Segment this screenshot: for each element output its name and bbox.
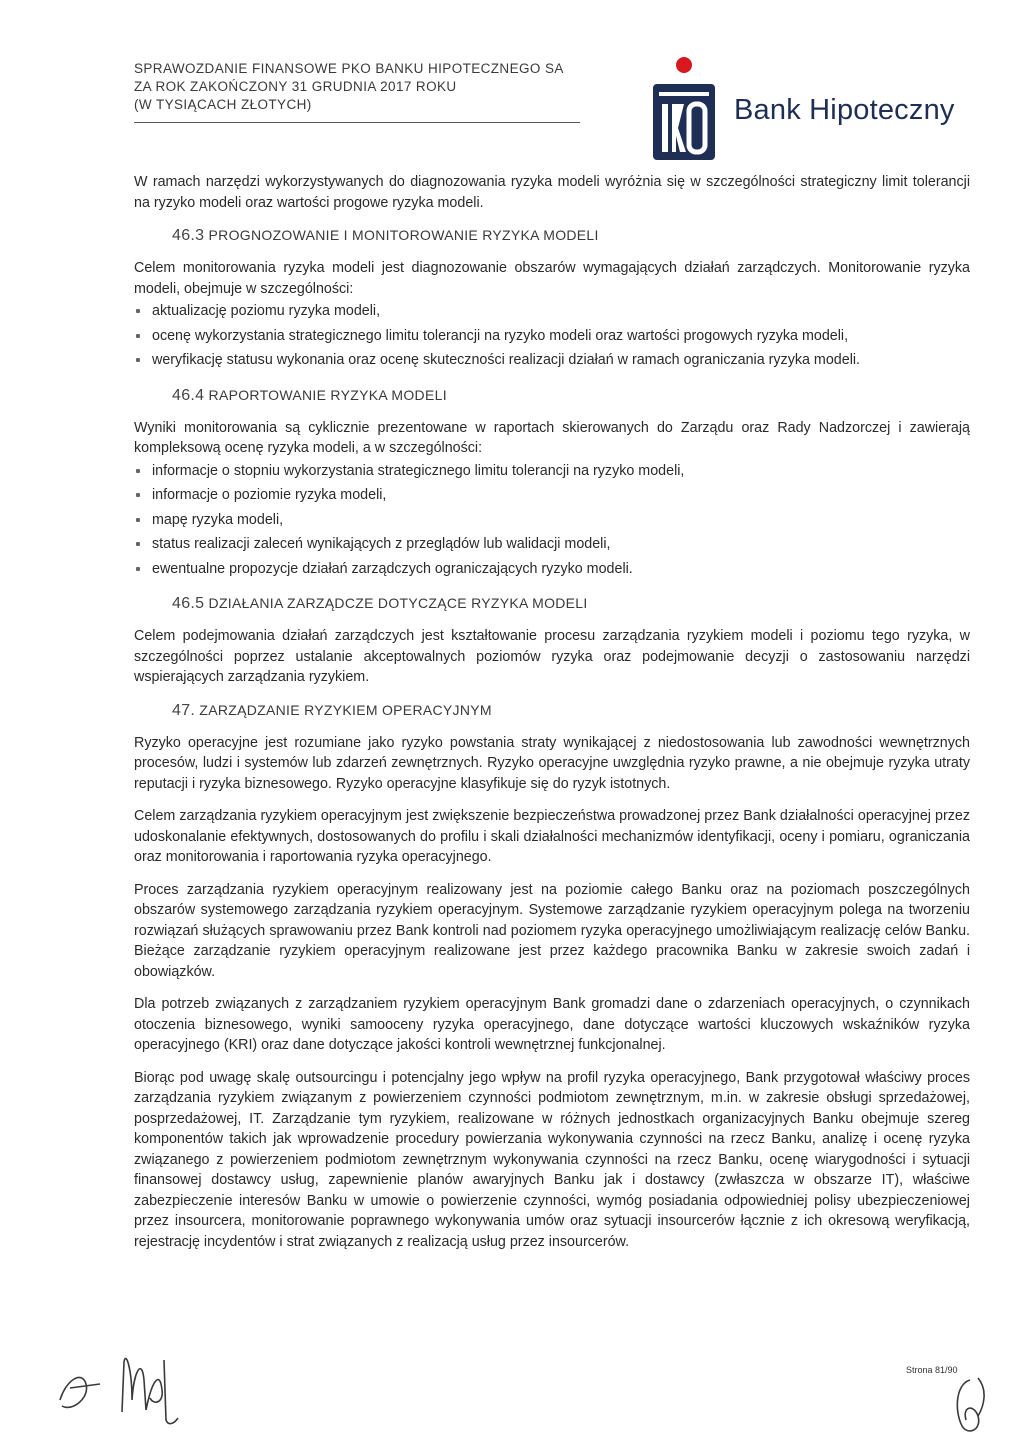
- section-title: RAPORTOWANIE RYZYKA MODELI: [208, 386, 447, 403]
- list-item: ewentualne propozycje działań zarządczych ograniczających ryzyko modeli.: [134, 557, 970, 582]
- list-item: mapę ryzyka modeli,: [134, 508, 970, 533]
- section-46-4-heading: [172, 385, 970, 406]
- paragraph: Celem monitorowania ryzyka modeli jest diagnozowanie obszarów wymagających działań zarządczych. Monitorowanie ryzyka modeli, obejmuje w szczególności:: [134, 260, 970, 297]
- section-title: DZIAŁANIA ZARZĄDCZE DOTYCZĄCE RYZYKA MODELI: [208, 595, 588, 611]
- handwritten-initials-right: [948, 1370, 998, 1440]
- paragraph: Proces zarządzania ryzykiem operacyjnym realizowany jest na poziomie całego Banku oraz na poziomach poszczególnych obszarów systemowego zarządzania ryzykiem operacyjnym. Systemowe zarządzanie ryzykiem operacyjnym polega na tworzeniu rozwiązań służących sprawowaniu przez Bank kontroli nad poziomem ryzyka operacyjnego umożliwiającym realizację celów Banku. Bieżące zarządzanie ryzykiem operacyjnym realizowane jest przez każdego pracownika Banku w zakresie swoich zadań i obowiązków.: [134, 881, 970, 980]
- bullet-list: [134, 459, 970, 582]
- list-item: weryfikację statusu wykonania oraz ocenę skuteczności realizacji działań w ramach ograniczania ryzyka modeli.: [134, 348, 970, 373]
- paragraph: Celem podejmowania działań zarządczych jest kształtowanie procesu zarządzania ryzykiem modeli i poziomu tego ryzyka, w szczególności poprzez ustalanie akceptowalnych poziomów ryzyka oraz podejmowanie decyzji o zastosowaniu narzędzi wspierających zarządzania ryzykiem.: [134, 628, 970, 685]
- paragraph: Wyniki monitorowania są cyklicznie prezentowane w raportach skierowanych do Zarządu oraz Rady Nadzorczej i zawierają kompleksową ocenę ryzyka modeli, a w szczególności:: [134, 419, 970, 456]
- paragraph: Biorąc pod uwagę skalę outsourcingu i potencjalny jego wpływ na profil ryzyka operacyjnego, Bank przygotował właściwy proces zarządzania ryzykiem związanym z powierzeniem czynności podmiotom zewnętrznym, m.in. w zakresie obsługi sprzedażowej, posprzedażowej, IT. Zarządzanie tym ryzykiem, realizowane w różnych jednostkach organizacyjnych Banku obejmuje szereg komponentów takich jak wprowadzenie procedury powierzania wykonywania czynności na rzecz Banku, analizę i ocenę ryzyka związanego z powierzeniem podmiotom zewnętrznym wykonywania czynności na rzecz Banku, ocenę wiarygodności i sytuacji finansowej dostawcy usług, zapewnienie planów awaryjnych Banku jak i dostawcy (zwłaszcza w obszarze IT), właściwe zabezpieczenie interesów Banku w umowie o powierzenie czynności, wymóg posiadania odpowiedniej polisy ubezpieczeniowej przez insourcera, monitorowanie poprawnego wykonywania umów oraz sytuacji insourcerów łącznie z ich okresową weryfikacją, rejestrację incydentów i strat związanych z realizacją usług przez insourcerów.: [134, 1069, 970, 1250]
- pko-logo-icon: [650, 56, 730, 166]
- list-item: status realizacji zaleceń wynikających z przeglądów lub walidacji modeli,: [134, 532, 970, 557]
- bullet-list: [134, 299, 970, 373]
- list-item: informacje o stopniu wykorzystania strategicznego limitu tolerancji na ryzyko modeli,: [134, 459, 970, 484]
- header-line-1: SPRAWOZDANIE FINANSOWE PKO BANKU HIPOTECZNEGO SA: [134, 61, 564, 76]
- paragraph: Dla potrzeb związanych z zarządzaniem ryzykiem operacyjnym Bank gromadzi dane o zdarzeniach operacyjnych, o czynnikach otoczenia biznesowego, wyniki samooceny ryzyka operacyjnego, dane dotyczące wartości kluczowych wskaźników ryzyka operacyjnego (KRI) oraz dane dotyczące jakości kontroli wewnętrznej funkcjonalnej.: [134, 996, 970, 1053]
- section-number: 46.5: [172, 595, 205, 612]
- section-number: 46.4: [172, 386, 205, 404]
- section-47-heading: [172, 700, 970, 721]
- section-title: PROGNOZOWANIE I MONITOROWANIE RYZYKA MODELI: [208, 227, 599, 243]
- bank-logo: [650, 56, 980, 166]
- section-46-5-heading: [172, 593, 970, 614]
- document-header: [134, 60, 584, 123]
- bank-name: Bank Hipoteczny: [734, 94, 955, 126]
- section-title: ZARZĄDZANIE RYZYKIEM OPERACYJNYM: [199, 701, 492, 718]
- page-number: Strona 81/90: [906, 1365, 958, 1375]
- header-rule: [134, 122, 580, 123]
- paragraph: Celem zarządzania ryzykiem operacyjnym jest zwiększenie bezpieczeństwa prowadzonej przez Bank działalności operacyjnej przez udoskonalanie efektywnych, dostosowanych do profilu i skali działalności mechanizmów identyfikacji, oceny i pomiaru, ograniczania oraz monitorowania i raportowania ryzyka operacyjnego.: [134, 808, 970, 865]
- list-item: ocenę wykorzystania strategicznego limitu tolerancji na ryzyko modeli oraz wartości progowych ryzyka modeli,: [134, 324, 970, 349]
- list-item: informacje o poziomie ryzyka modeli,: [134, 483, 970, 508]
- header-line-2: ZA ROK ZAKOŃCZONY 31 GRUDNIA 2017 ROKU: [134, 79, 457, 94]
- section-number: 47.: [172, 701, 196, 719]
- intro-paragraph: W ramach narzędzi wykorzystywanych do diagnozowania ryzyka modeli wyróżnia się w szczególności strategiczny limit tolerancji na ryzyko modeli oraz wartości progowe ryzyka modeli.: [134, 174, 970, 211]
- section-46-3-heading: [172, 225, 970, 246]
- section-number: 46.3: [172, 227, 205, 244]
- document-body: [134, 172, 970, 1264]
- list-item: aktualizację poziomu ryzyka modeli,: [134, 299, 970, 324]
- header-line-3: (W TYSIĄCACH ZŁOTYCH): [134, 97, 312, 112]
- handwritten-signature-left: [52, 1340, 192, 1430]
- paragraph: Ryzyko operacyjne jest rozumiane jako ryzyko powstania straty wynikającej z niedostosowania lub zawodności wewnętrznych procesów, ludzi i systemów lub zdarzeń zewnętrznych. Ryzyko operacyjne uwzględnia ryzyko prawne, a nie obejmuje ryzyka utraty reputacji i ryzyka biznesowego. Ryzyko operacyjne klasyfikuje się do ryzyk istotnych.: [134, 734, 970, 792]
